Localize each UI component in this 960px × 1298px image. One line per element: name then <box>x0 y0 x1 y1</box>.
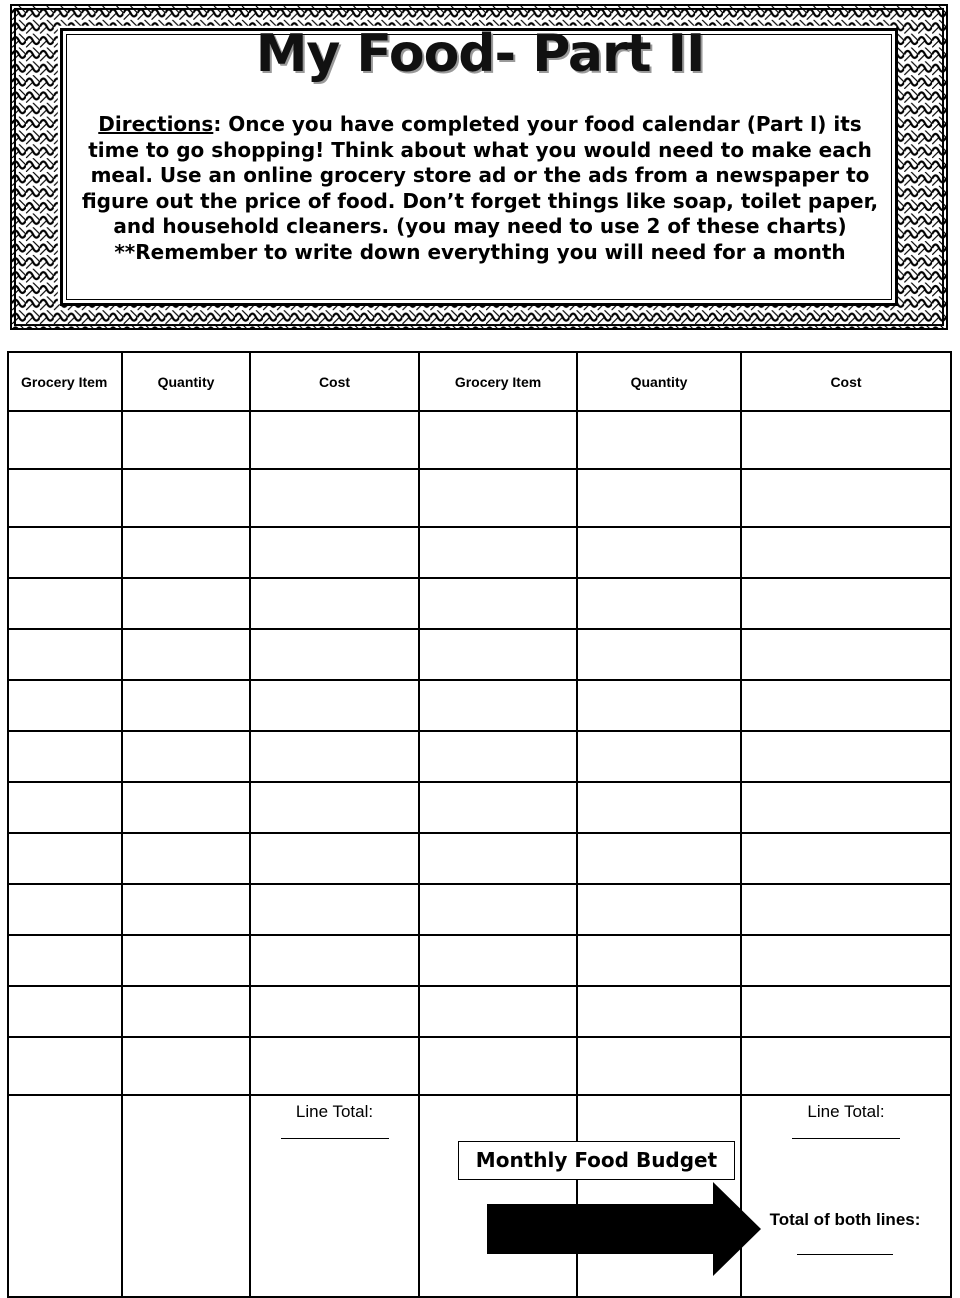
directions-label: Directions <box>98 112 214 136</box>
grocery-item-cell[interactable] <box>8 629 122 680</box>
quantity-cell[interactable] <box>122 986 250 1037</box>
cost-cell[interactable] <box>250 833 419 884</box>
quantity-cell[interactable] <box>577 1037 741 1095</box>
grocery-item-cell[interactable] <box>419 629 577 680</box>
grocery-item-cell[interactable] <box>8 680 122 731</box>
quantity-cell[interactable] <box>577 411 741 469</box>
cost-cell[interactable] <box>250 782 419 833</box>
grocery-item-cell[interactable] <box>419 731 577 782</box>
empty-cell <box>122 1095 250 1297</box>
grocery-item-cell[interactable] <box>8 469 122 527</box>
cost-cell[interactable] <box>741 411 951 469</box>
column-header-cost-2: Cost <box>741 352 951 411</box>
table-row <box>8 578 951 629</box>
quantity-cell[interactable] <box>122 782 250 833</box>
table-row <box>8 884 951 935</box>
cost-cell[interactable] <box>250 680 419 731</box>
table-row <box>8 469 951 527</box>
quantity-cell[interactable] <box>122 1037 250 1095</box>
cost-cell[interactable] <box>250 1037 419 1095</box>
quantity-cell[interactable] <box>122 527 250 578</box>
grocery-item-cell[interactable] <box>419 986 577 1037</box>
quantity-cell[interactable] <box>122 469 250 527</box>
quantity-cell[interactable] <box>577 469 741 527</box>
column-header-grocery-item-2: Grocery Item <box>419 352 577 411</box>
column-header-quantity-2: Quantity <box>577 352 741 411</box>
right-arrow-icon <box>487 1182 763 1276</box>
quantity-cell[interactable] <box>577 833 741 884</box>
cost-cell[interactable] <box>250 411 419 469</box>
cost-cell[interactable] <box>250 629 419 680</box>
grocery-item-cell[interactable] <box>419 527 577 578</box>
quantity-cell[interactable] <box>122 629 250 680</box>
column-header-quantity: Quantity <box>122 352 250 411</box>
quantity-cell[interactable] <box>577 680 741 731</box>
grocery-item-cell[interactable] <box>8 986 122 1037</box>
grocery-item-cell[interactable] <box>419 469 577 527</box>
cost-cell[interactable] <box>741 469 951 527</box>
table-row <box>8 731 951 782</box>
grocery-item-cell[interactable] <box>419 578 577 629</box>
grocery-item-cell[interactable] <box>8 527 122 578</box>
cost-cell[interactable] <box>250 578 419 629</box>
quantity-cell[interactable] <box>577 527 741 578</box>
page-title: My Food- Part II <box>255 24 705 84</box>
table-row <box>8 629 951 680</box>
line-total-blank[interactable] <box>281 1138 389 1139</box>
grocery-item-cell[interactable] <box>419 1037 577 1095</box>
cost-cell[interactable] <box>741 527 951 578</box>
quantity-cell[interactable] <box>577 986 741 1037</box>
quantity-cell[interactable] <box>577 731 741 782</box>
line-total-label: Line Total: <box>295 1102 374 1121</box>
cost-cell[interactable] <box>741 986 951 1037</box>
cost-cell[interactable] <box>250 935 419 986</box>
grocery-item-cell[interactable] <box>8 411 122 469</box>
table-row <box>8 527 951 578</box>
total-both-lines-label: Total of both lines: <box>769 1210 921 1229</box>
line-total-cell-2[interactable] <box>741 1095 951 1297</box>
cost-cell[interactable] <box>250 469 419 527</box>
grocery-item-cell[interactable] <box>419 411 577 469</box>
directions-text: : Once you have completed your food calendar (Part I) its time to go shopping! Think about what you would need to make each meal. Use an online grocery store ad or the ads from a newspaper to figure out the price of food. Don’t forget things like soap, toilet paper, and household cleaners. (you may need to use 2 of these charts) <box>81 112 879 238</box>
cost-cell[interactable] <box>741 833 951 884</box>
quantity-cell[interactable] <box>122 884 250 935</box>
quantity-cell[interactable] <box>122 411 250 469</box>
grocery-item-cell[interactable] <box>8 731 122 782</box>
grocery-item-cell[interactable] <box>419 680 577 731</box>
column-header-cost: Cost <box>250 352 419 411</box>
line-total-cell[interactable] <box>250 1095 419 1297</box>
cost-cell[interactable] <box>250 527 419 578</box>
quantity-cell[interactable] <box>122 578 250 629</box>
cost-cell[interactable] <box>250 986 419 1037</box>
grocery-item-cell[interactable] <box>8 935 122 986</box>
cost-cell[interactable] <box>741 884 951 935</box>
table-header-row <box>8 352 951 411</box>
monthly-food-budget-box: Monthly Food Budget <box>458 1141 735 1180</box>
cost-cell[interactable] <box>741 680 951 731</box>
grocery-item-cell[interactable] <box>8 782 122 833</box>
grocery-item-cell[interactable] <box>419 782 577 833</box>
quantity-cell[interactable] <box>122 680 250 731</box>
grocery-item-cell[interactable] <box>8 833 122 884</box>
grocery-item-cell[interactable] <box>419 935 577 986</box>
table-row <box>8 411 951 469</box>
cost-cell[interactable] <box>741 578 951 629</box>
cost-cell[interactable] <box>741 782 951 833</box>
table-row <box>8 935 951 986</box>
cost-cell[interactable] <box>250 731 419 782</box>
cost-cell[interactable] <box>741 935 951 986</box>
grocery-item-cell[interactable] <box>419 833 577 884</box>
cost-cell[interactable] <box>741 1037 951 1095</box>
line-total-blank-2[interactable] <box>792 1138 900 1139</box>
table-row <box>8 1037 951 1095</box>
quantity-cell[interactable] <box>577 782 741 833</box>
empty-cell <box>8 1095 122 1297</box>
line-total-label-2: Line Total: <box>807 1102 885 1121</box>
cost-cell[interactable] <box>741 731 951 782</box>
remember-note: **Remember to write down everything you will need for a month <box>114 239 846 264</box>
column-header-grocery-item: Grocery Item <box>8 352 122 411</box>
quantity-cell[interactable] <box>577 578 741 629</box>
directions-paragraph <box>70 112 890 265</box>
quantity-cell[interactable] <box>577 935 741 986</box>
quantity-cell[interactable] <box>122 935 250 986</box>
cost-cell[interactable] <box>741 629 951 680</box>
table-row <box>8 833 951 884</box>
quantity-cell[interactable] <box>577 884 741 935</box>
grocery-item-cell[interactable] <box>419 884 577 935</box>
quantity-cell[interactable] <box>122 833 250 884</box>
line-total-row <box>8 1095 951 1297</box>
quantity-cell[interactable] <box>577 629 741 680</box>
table-row <box>8 680 951 731</box>
grocery-item-cell[interactable] <box>8 578 122 629</box>
total-both-lines-blank[interactable] <box>797 1254 893 1255</box>
grocery-item-cell[interactable] <box>8 1037 122 1095</box>
grocery-item-cell[interactable] <box>8 884 122 935</box>
table-row <box>8 986 951 1037</box>
table-row <box>8 782 951 833</box>
cost-cell[interactable] <box>250 884 419 935</box>
quantity-cell[interactable] <box>122 731 250 782</box>
